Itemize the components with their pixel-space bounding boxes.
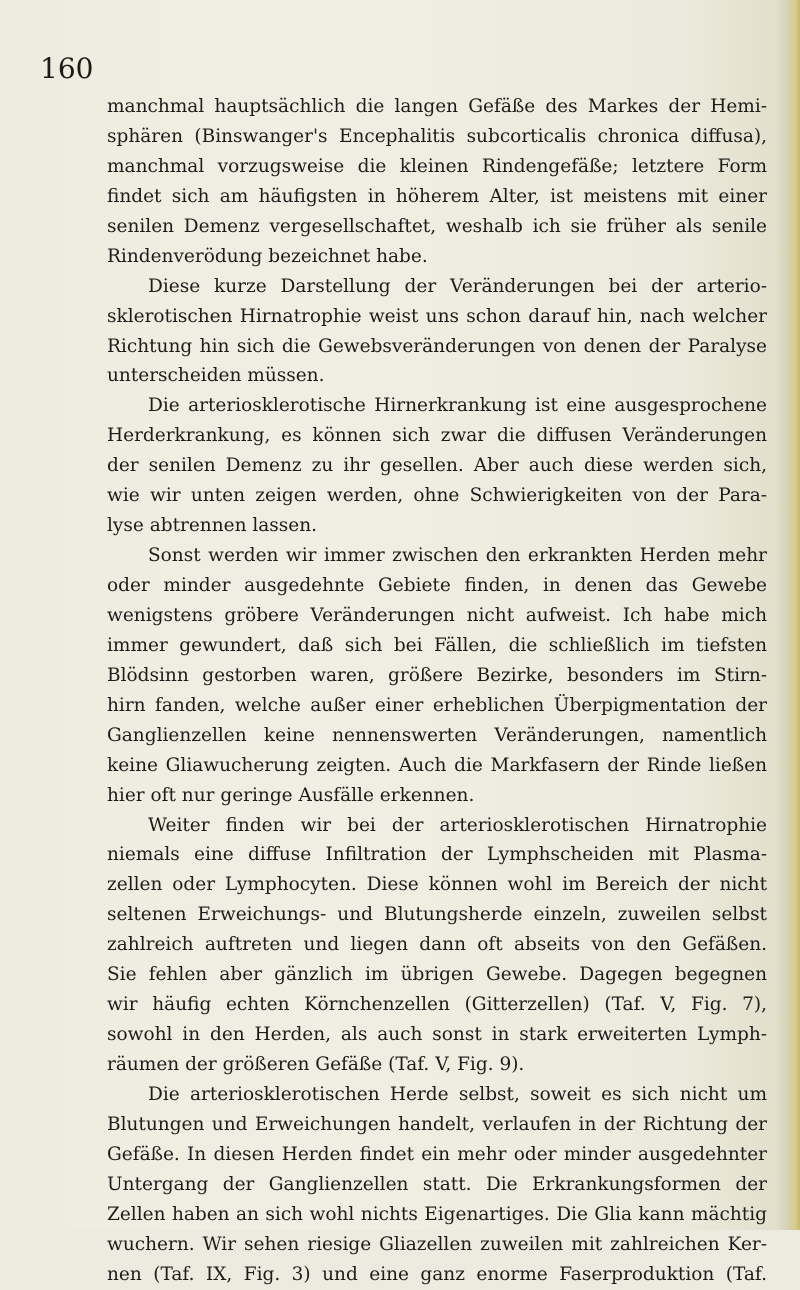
- body-text: [107, 92, 767, 1290]
- text-line: wie wir unten zeigen werden, ohne Schwierigkeiten von der Para-: [107, 485, 767, 507]
- text-line: Ganglienzellen keine nennenswerten Veränderungen, namentlich: [107, 724, 767, 746]
- paragraph: [107, 541, 767, 810]
- paragraph: [107, 1080, 767, 1290]
- paragraph: [107, 391, 767, 541]
- text-line: niemals eine diffuse Infiltration der Lymphscheiden mit Plasma-: [107, 844, 767, 866]
- text-line: sklerotischen Hirnatrophie weist uns schon darauf hin, nach welcher: [107, 305, 767, 327]
- text-line: zellen oder Lymphocyten. Diese können wohl im Bereich der nicht: [107, 874, 767, 896]
- page-edge-shadow: [788, 0, 800, 1230]
- text-line: immer gewundert, daß sich bei Fällen, die schließlich im tiefsten: [107, 634, 767, 656]
- paragraph: [107, 92, 767, 272]
- text-line: Weiter finden wir bei der arteriosklerotischen Hirnatrophie: [148, 814, 767, 836]
- text-line: Sie fehlen aber gänzlich im übrigen Gewebe. Dagegen begegnen: [107, 964, 767, 986]
- text-line: manchmal vorzugsweise die kleinen Rindengefäße; letztere Form: [107, 155, 767, 177]
- text-line: Herderkrankung, es können sich zwar die diffusen Veränderungen: [107, 425, 767, 447]
- text-line: sphären (Binswanger's Encephalitis subcorticalis chronica diffusa),: [107, 125, 767, 147]
- text-line: manchmal hauptsächlich die langen Gefäße des Markes der Hemi-: [107, 96, 767, 117]
- text-line: wuchern. Wir sehen riesige Gliazellen zuweilen mit zahlreichen Ker-: [107, 1233, 767, 1255]
- text-line: Blutungen und Erweichungen handelt, verlaufen in der Richtung der: [107, 1113, 767, 1135]
- text-line: zahlreich auftreten und liegen dann oft abseits von den Gefäßen.: [107, 934, 767, 956]
- text-line: Rindenverödung bezeichnet habe.: [107, 245, 428, 267]
- text-line: wenigstens gröbere Veränderungen nicht aufweist. Ich habe mich: [107, 604, 767, 626]
- text-line: räumen der größeren Gefäße (Taf. V, Fig. 9).: [107, 1054, 525, 1075]
- text-line: lyse abtrennen lassen.: [107, 515, 318, 537]
- text-line: Die arteriosklerotische Hirnerkrankung ist eine ausgesprochene: [148, 395, 767, 417]
- text-line: hirn fanden, welche außer einer erheblichen Überpigmentation der: [107, 694, 767, 716]
- text-line: Untergang der Ganglienzellen statt. Die Erkrankungsformen der: [107, 1173, 767, 1195]
- text-line: nen (Taf. IX, Fig. 3) und eine ganz enorme Faserproduktion (Taf.: [107, 1263, 767, 1285]
- text-line: seltenen Erweichungs- und Blutungsherde einzeln, zuweilen selbst: [107, 904, 767, 926]
- text-line: Gefäße. In diesen Herden findet ein mehr oder minder ausgedehnter: [107, 1143, 767, 1165]
- text-line: wir häufig echten Körnchenzellen (Gitterzellen) (Taf. V, Fig. 7),: [107, 994, 767, 1016]
- page-number: 160: [40, 52, 94, 85]
- text-line: hier oft nur geringe Ausfälle erkennen.: [107, 784, 475, 806]
- text-line: Sonst werden wir immer zwischen den erkrankten Herden mehr: [148, 545, 767, 567]
- text-line: Zellen haben an sich wohl nichts Eigenartiges. Die Glia kann mächtig: [107, 1203, 767, 1225]
- text-line: findet sich am häufigsten in höherem Alter, ist meistens mit einer: [107, 185, 767, 207]
- text-line: sowohl in den Herden, als auch sonst in stark erweiterten Lymph-: [107, 1024, 767, 1046]
- text-line: Blödsinn gestorben waren, größere Bezirke, besonders im Stirn-: [107, 664, 767, 686]
- text-line: unterscheiden müssen.: [107, 365, 325, 387]
- text-line: Richtung hin sich die Gewebsveränderungen von denen der Paralyse: [107, 335, 767, 357]
- text-line: keine Gliawucherung zeigten. Auch die Markfasern der Rinde ließen: [107, 754, 767, 776]
- paragraph: [107, 811, 767, 1080]
- text-line: Die arteriosklerotischen Herde selbst, soweit es sich nicht um: [148, 1083, 767, 1105]
- text-line: Diese kurze Darstellung der Veränderungen bei der arterio-: [148, 275, 767, 297]
- text-line: der senilen Demenz zu ihr gesellen. Aber auch diese werden sich,: [107, 455, 767, 477]
- text-line: senilen Demenz vergesellschaftet, weshalb ich sie früher als senile: [107, 215, 767, 237]
- text-line: oder minder ausgedehnte Gebiete finden, in denen das Gewebe: [107, 575, 767, 596]
- paragraph: [107, 272, 767, 392]
